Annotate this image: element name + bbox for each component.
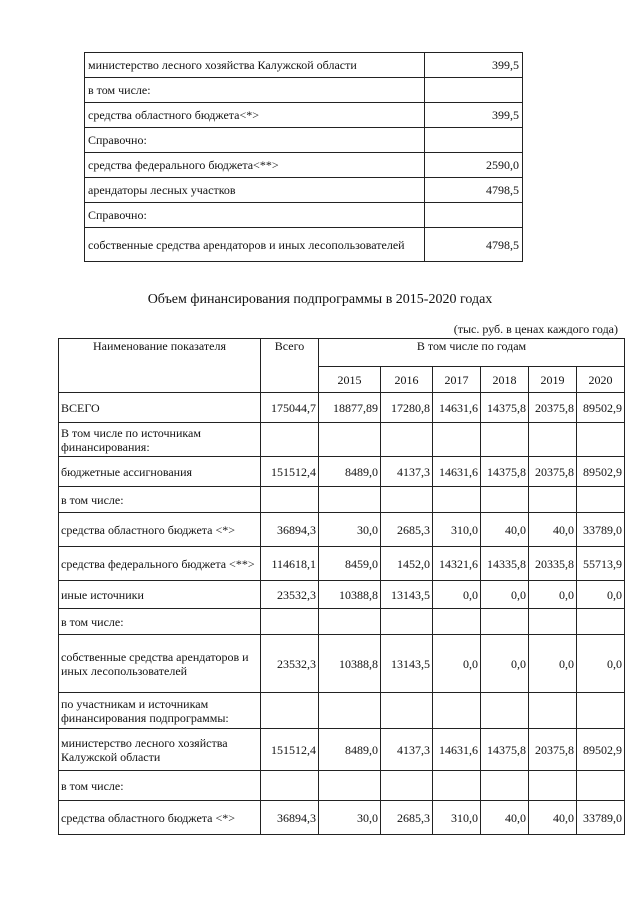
row-year-value: 17280,8 xyxy=(381,393,433,423)
row-label: средства областного бюджета <*> xyxy=(59,513,261,547)
table-row xyxy=(59,609,625,635)
row-total: 23532,3 xyxy=(261,635,319,693)
summary-row-value: 399,5 xyxy=(425,103,523,128)
row-total xyxy=(261,487,319,513)
row-year-value: 20375,8 xyxy=(529,457,577,487)
row-year-value: 89502,9 xyxy=(577,729,625,771)
summary-row-value: 399,5 xyxy=(425,53,523,78)
table-row xyxy=(59,487,625,513)
row-year-value: 33789,0 xyxy=(577,513,625,547)
row-year-value xyxy=(433,609,481,635)
header-year: 2020 xyxy=(577,367,625,393)
row-total xyxy=(261,609,319,635)
summary-row xyxy=(85,178,523,203)
financing-table-body xyxy=(59,393,625,835)
row-year-value: 20375,8 xyxy=(529,729,577,771)
row-year-value xyxy=(319,487,381,513)
row-year-value xyxy=(529,693,577,729)
table-caption: Объем финансирования подпрограммы в 2015-2020 годах xyxy=(147,292,493,307)
row-year-value xyxy=(319,423,381,457)
row-year-value xyxy=(481,771,529,801)
row-year-value xyxy=(381,487,433,513)
row-label: в том числе: xyxy=(59,771,261,801)
row-year-value xyxy=(529,609,577,635)
row-year-value: 30,0 xyxy=(319,801,381,835)
row-label: собственные средства арендаторов и иных лесопользователей xyxy=(59,635,261,693)
row-year-value: 0,0 xyxy=(433,635,481,693)
header-by-years: В том числе по годам xyxy=(319,339,625,367)
row-year-value: 14631,6 xyxy=(433,457,481,487)
row-total: 114618,1 xyxy=(261,547,319,581)
summary-row-label: министерство лесного хозяйства Калужской области xyxy=(85,53,425,78)
row-label: министерство лесного хозяйства Калужской области xyxy=(59,729,261,771)
row-year-value: 8459,0 xyxy=(319,547,381,581)
row-year-value: 10388,8 xyxy=(319,635,381,693)
row-year-value xyxy=(381,423,433,457)
row-year-value: 30,0 xyxy=(319,513,381,547)
row-year-value: 10388,8 xyxy=(319,581,381,609)
summary-row-label: средства федерального бюджета<**> xyxy=(85,153,425,178)
row-year-value: 310,0 xyxy=(433,801,481,835)
row-year-value xyxy=(433,771,481,801)
financing-table xyxy=(58,338,625,835)
row-year-value: 4137,3 xyxy=(381,457,433,487)
header-year: 2016 xyxy=(381,367,433,393)
row-year-value: 89502,9 xyxy=(577,393,625,423)
table-row xyxy=(59,457,625,487)
row-year-value xyxy=(481,423,529,457)
row-year-value xyxy=(529,423,577,457)
summary-row-value: 2590,0 xyxy=(425,153,523,178)
row-year-value: 2685,3 xyxy=(381,801,433,835)
table-row xyxy=(59,635,625,693)
row-total: 36894,3 xyxy=(261,801,319,835)
row-year-value: 20375,8 xyxy=(529,393,577,423)
table-row xyxy=(59,393,625,423)
row-label: иные источники xyxy=(59,581,261,609)
row-year-value xyxy=(381,771,433,801)
row-total: 151512,4 xyxy=(261,729,319,771)
row-year-value: 14631,6 xyxy=(433,393,481,423)
row-year-value: 14335,8 xyxy=(481,547,529,581)
row-year-value: 20335,8 xyxy=(529,547,577,581)
summary-row-label: собственные средства арендаторов и иных лесопользователей xyxy=(85,228,425,262)
row-label: бюджетные ассигнования xyxy=(59,457,261,487)
header-name: Наименование показателя xyxy=(59,339,261,393)
row-total: 175044,7 xyxy=(261,393,319,423)
row-year-value: 4137,3 xyxy=(381,729,433,771)
row-year-value: 0,0 xyxy=(529,581,577,609)
row-year-value xyxy=(481,693,529,729)
row-year-value xyxy=(319,771,381,801)
row-label: в том числе: xyxy=(59,487,261,513)
row-year-value xyxy=(381,693,433,729)
table-row xyxy=(59,423,625,457)
row-year-value: 310,0 xyxy=(433,513,481,547)
header-year: 2017 xyxy=(433,367,481,393)
row-year-value: 13143,5 xyxy=(381,635,433,693)
summary-row-value: 4798,5 xyxy=(425,228,523,262)
summary-row xyxy=(85,203,523,228)
row-year-value xyxy=(319,693,381,729)
row-year-value: 0,0 xyxy=(481,635,529,693)
row-year-value xyxy=(433,487,481,513)
row-year-value xyxy=(577,693,625,729)
row-year-value: 2685,3 xyxy=(381,513,433,547)
summary-row-label: Справочно: xyxy=(85,203,425,228)
header-year: 2019 xyxy=(529,367,577,393)
row-year-value: 40,0 xyxy=(481,513,529,547)
row-year-value: 0,0 xyxy=(433,581,481,609)
row-label: средства областного бюджета <*> xyxy=(59,801,261,835)
row-year-value: 14375,8 xyxy=(481,729,529,771)
row-year-value: 0,0 xyxy=(481,581,529,609)
row-label: по участникам и источникам финансирования подпрограммы: xyxy=(59,693,261,729)
row-year-value: 55713,9 xyxy=(577,547,625,581)
row-year-value xyxy=(433,693,481,729)
summary-row-label: арендаторы лесных участков xyxy=(85,178,425,203)
row-year-value xyxy=(529,487,577,513)
row-year-value xyxy=(481,487,529,513)
table-row xyxy=(59,547,625,581)
financing-table-header xyxy=(59,339,625,393)
row-year-value: 14321,6 xyxy=(433,547,481,581)
summary-row-label: Справочно: xyxy=(85,128,425,153)
row-year-value: 1452,0 xyxy=(381,547,433,581)
row-year-value: 14631,6 xyxy=(433,729,481,771)
table-row xyxy=(59,581,625,609)
row-year-value: 40,0 xyxy=(529,513,577,547)
row-total xyxy=(261,693,319,729)
summary-row xyxy=(85,53,523,78)
summary-row xyxy=(85,228,523,262)
summary-table-body xyxy=(85,53,523,262)
summary-row-value xyxy=(425,78,523,103)
table-row xyxy=(59,771,625,801)
row-year-value: 18877,89 xyxy=(319,393,381,423)
row-year-value xyxy=(577,609,625,635)
row-total: 151512,4 xyxy=(261,457,319,487)
row-total: 36894,3 xyxy=(261,513,319,547)
summary-row-value: 4798,5 xyxy=(425,178,523,203)
row-year-value xyxy=(481,609,529,635)
summary-row xyxy=(85,128,523,153)
table-row xyxy=(59,801,625,835)
row-year-value: 8489,0 xyxy=(319,729,381,771)
row-label: в том числе: xyxy=(59,609,261,635)
row-year-value xyxy=(577,487,625,513)
summary-table xyxy=(84,52,523,262)
table-row xyxy=(59,729,625,771)
row-year-value xyxy=(577,423,625,457)
row-year-value xyxy=(529,771,577,801)
row-total: 23532,3 xyxy=(261,581,319,609)
row-year-value xyxy=(381,609,433,635)
summary-row-value xyxy=(425,128,523,153)
summary-row-label: в том числе: xyxy=(85,78,425,103)
row-label: средства федерального бюджета <**> xyxy=(59,547,261,581)
summary-row xyxy=(85,103,523,128)
row-year-value: 8489,0 xyxy=(319,457,381,487)
row-total xyxy=(261,423,319,457)
summary-row xyxy=(85,78,523,103)
row-year-value: 40,0 xyxy=(529,801,577,835)
header-total: Всего xyxy=(261,339,319,393)
row-year-value: 89502,9 xyxy=(577,457,625,487)
header-year: 2018 xyxy=(481,367,529,393)
row-label: В том числе по источникам финансирования: xyxy=(59,423,261,457)
row-year-value: 13143,5 xyxy=(381,581,433,609)
units-note: (тыс. руб. в ценах каждого года) xyxy=(453,322,618,336)
row-total xyxy=(261,771,319,801)
row-label: ВСЕГО xyxy=(59,393,261,423)
summary-row-value xyxy=(425,203,523,228)
row-year-value xyxy=(577,771,625,801)
row-year-value: 14375,8 xyxy=(481,393,529,423)
table-row xyxy=(59,513,625,547)
summary-row-label: средства областного бюджета<*> xyxy=(85,103,425,128)
table-row xyxy=(59,693,625,729)
header-year: 2015 xyxy=(319,367,381,393)
summary-row xyxy=(85,153,523,178)
row-year-value xyxy=(319,609,381,635)
row-year-value: 14375,8 xyxy=(481,457,529,487)
row-year-value: 40,0 xyxy=(481,801,529,835)
row-year-value: 33789,0 xyxy=(577,801,625,835)
row-year-value xyxy=(433,423,481,457)
row-year-value: 0,0 xyxy=(577,581,625,609)
row-year-value: 0,0 xyxy=(529,635,577,693)
row-year-value: 0,0 xyxy=(577,635,625,693)
